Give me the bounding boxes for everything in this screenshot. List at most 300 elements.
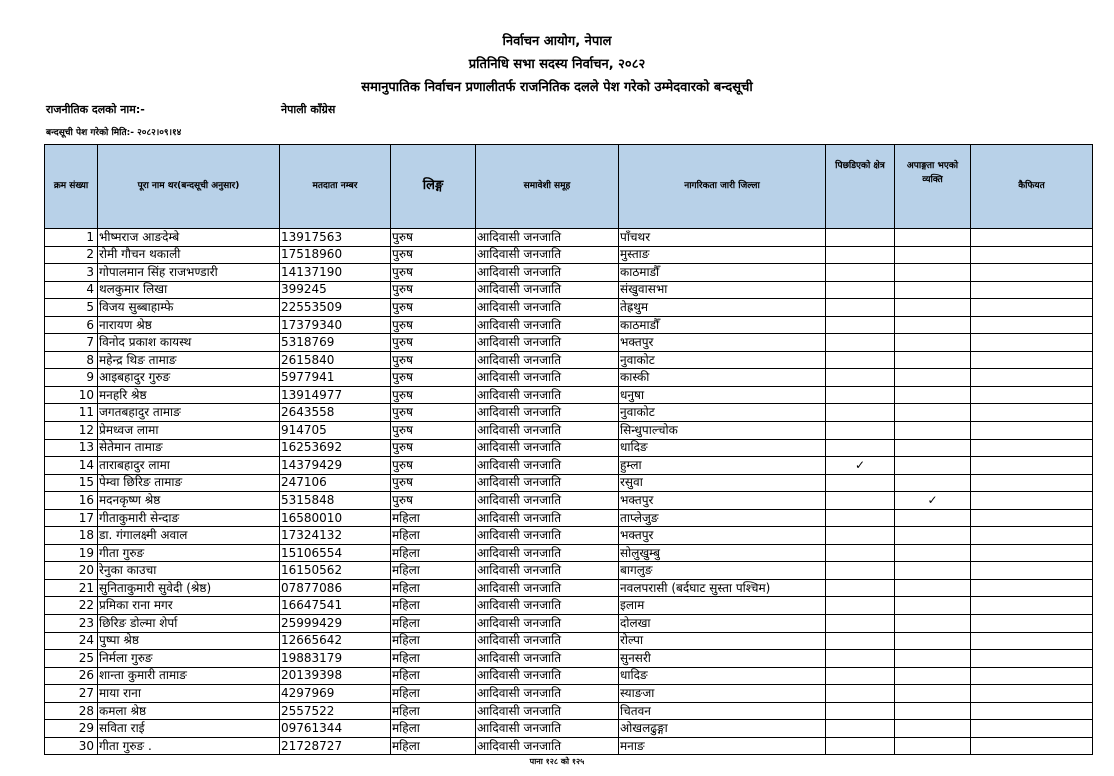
inclusive-group-cell: आदिवासी जनजाति bbox=[476, 351, 619, 369]
header-gender: लिङ्ग bbox=[391, 145, 476, 229]
gender-cell: पुरुष bbox=[391, 316, 476, 334]
backward-area-cell bbox=[826, 422, 895, 440]
disabled-cell bbox=[895, 457, 971, 475]
backward-area-cell bbox=[826, 509, 895, 527]
gender-cell: पुरुष bbox=[391, 246, 476, 264]
gender-cell: पुरुष bbox=[391, 281, 476, 299]
district-cell: भक्तपुर bbox=[619, 334, 826, 352]
inclusive-group-cell: आदिवासी जनजाति bbox=[476, 702, 619, 720]
backward-area-cell bbox=[826, 544, 895, 562]
inclusive-group-cell: आदिवासी जनजाति bbox=[476, 737, 619, 755]
name-cell: छिरिङ डोल्मा शेर्पा bbox=[98, 615, 280, 633]
gender-cell: महिला bbox=[391, 544, 476, 562]
gender-cell: पुरुष bbox=[391, 351, 476, 369]
voter-number-cell: 13914977 bbox=[280, 386, 391, 404]
voter-number-cell: 14137190 bbox=[280, 264, 391, 282]
table-header-row bbox=[45, 145, 1093, 229]
remarks-cell bbox=[971, 650, 1093, 668]
voter-number-cell: 5977941 bbox=[280, 369, 391, 387]
voter-number-cell: 247106 bbox=[280, 474, 391, 492]
gender-cell: पुरुष bbox=[391, 229, 476, 247]
table-row bbox=[45, 527, 1093, 545]
table-row bbox=[45, 685, 1093, 703]
remarks-cell bbox=[971, 597, 1093, 615]
table-row bbox=[45, 386, 1093, 404]
table-row bbox=[45, 615, 1093, 633]
name-cell: शान्ता कुमारी तामाङ bbox=[98, 667, 280, 685]
gender-cell: महिला bbox=[391, 579, 476, 597]
disabled-cell bbox=[895, 422, 971, 440]
name-cell: नारायण श्रेष्ठ bbox=[98, 316, 280, 334]
remarks-cell bbox=[971, 422, 1093, 440]
disabled-cell bbox=[895, 316, 971, 334]
inclusive-group-cell: आदिवासी जनजाति bbox=[476, 527, 619, 545]
candidate-table bbox=[44, 144, 1093, 755]
serial-cell: 9 bbox=[45, 369, 98, 387]
disabled-cell bbox=[895, 281, 971, 299]
inclusive-group-cell: आदिवासी जनजाति bbox=[476, 650, 619, 668]
name-cell: जगतबहादुर तामाङ bbox=[98, 404, 280, 422]
table-row bbox=[45, 281, 1093, 299]
gender-cell: पुरुष bbox=[391, 299, 476, 317]
inclusive-group-cell: आदिवासी जनजाति bbox=[476, 632, 619, 650]
voter-number-cell: 20139398 bbox=[280, 667, 391, 685]
name-cell: डा. गंगालक्ष्मी अवाल bbox=[98, 527, 280, 545]
table-row bbox=[45, 351, 1093, 369]
district-cell: नुवाकोट bbox=[619, 351, 826, 369]
gender-cell: महिला bbox=[391, 667, 476, 685]
gender-cell: महिला bbox=[391, 702, 476, 720]
remarks-cell bbox=[971, 527, 1093, 545]
remarks-cell bbox=[971, 404, 1093, 422]
header-citizenship-district: नागरिकता जारी जिल्ला bbox=[619, 145, 826, 229]
table-row bbox=[45, 334, 1093, 352]
gender-cell: महिला bbox=[391, 509, 476, 527]
backward-area-cell bbox=[826, 562, 895, 580]
table-row bbox=[45, 737, 1093, 755]
name-cell: आइबहादुर गुरुङ bbox=[98, 369, 280, 387]
header-disabled-person: अपाङ्गता भएको व्यक्ति bbox=[895, 145, 971, 229]
gender-cell: पुरुष bbox=[391, 264, 476, 282]
gender-cell: महिला bbox=[391, 650, 476, 668]
gender-cell: पुरुष bbox=[391, 369, 476, 387]
district-cell: दोलखा bbox=[619, 615, 826, 633]
header-voter-number: मतदाता नम्बर bbox=[280, 145, 391, 229]
voter-number-cell: 4297969 bbox=[280, 685, 391, 703]
inclusive-group-cell: आदिवासी जनजाति bbox=[476, 474, 619, 492]
serial-cell: 1 bbox=[45, 229, 98, 247]
serial-cell: 23 bbox=[45, 615, 98, 633]
remarks-cell bbox=[971, 702, 1093, 720]
disabled-cell bbox=[895, 544, 971, 562]
name-cell: सविता राई bbox=[98, 720, 280, 738]
gender-cell: पुरुष bbox=[391, 439, 476, 457]
name-cell: महेन्द्र थिङ तामाङ bbox=[98, 351, 280, 369]
disabled-cell bbox=[895, 246, 971, 264]
backward-area-cell bbox=[826, 579, 895, 597]
name-cell: मनहरि श्रेष्ठ bbox=[98, 386, 280, 404]
serial-cell: 2 bbox=[45, 246, 98, 264]
gender-cell: पुरुष bbox=[391, 334, 476, 352]
district-cell: मुस्ताङ bbox=[619, 246, 826, 264]
disabled-cell bbox=[895, 404, 971, 422]
voter-number-cell: 16647541 bbox=[280, 597, 391, 615]
inclusive-group-cell: आदिवासी जनजाति bbox=[476, 386, 619, 404]
disabled-cell bbox=[895, 439, 971, 457]
district-cell: तेह्रथुम bbox=[619, 299, 826, 317]
district-cell: रसुवा bbox=[619, 474, 826, 492]
disabled-cell bbox=[895, 667, 971, 685]
serial-cell: 3 bbox=[45, 264, 98, 282]
backward-area-cell bbox=[826, 246, 895, 264]
serial-cell: 21 bbox=[45, 579, 98, 597]
document-title: निर्वाचन आयोग, नेपाल bbox=[502, 34, 612, 49]
remarks-cell bbox=[971, 369, 1093, 387]
backward-area-cell bbox=[826, 316, 895, 334]
remarks-cell bbox=[971, 474, 1093, 492]
remarks-cell bbox=[971, 667, 1093, 685]
inclusive-group-cell: आदिवासी जनजाति bbox=[476, 281, 619, 299]
backward-area-cell bbox=[826, 615, 895, 633]
remarks-cell bbox=[971, 509, 1093, 527]
district-cell: काठमाडौँ bbox=[619, 316, 826, 334]
district-cell: संखुवासभा bbox=[619, 281, 826, 299]
backward-area-cell bbox=[826, 264, 895, 282]
serial-cell: 14 bbox=[45, 457, 98, 475]
serial-cell: 19 bbox=[45, 544, 98, 562]
disabled-cell bbox=[895, 474, 971, 492]
name-cell: गीताकुमारी सेन्दाङ bbox=[98, 509, 280, 527]
name-cell: सुनिताकुमारी सुवेदी (श्रेष्ठ) bbox=[98, 579, 280, 597]
name-cell: प्रमिका राना मगर bbox=[98, 597, 280, 615]
backward-area-cell bbox=[826, 281, 895, 299]
inclusive-group-cell: आदिवासी जनजाति bbox=[476, 334, 619, 352]
gender-cell: पुरुष bbox=[391, 457, 476, 475]
disabled-cell bbox=[895, 632, 971, 650]
voter-number-cell: 16253692 bbox=[280, 439, 391, 457]
serial-cell: 29 bbox=[45, 720, 98, 738]
remarks-cell bbox=[971, 685, 1093, 703]
disabled-cell bbox=[895, 509, 971, 527]
district-cell: हुम्ला bbox=[619, 457, 826, 475]
gender-cell: महिला bbox=[391, 632, 476, 650]
name-cell: ताराबहादुर लामा bbox=[98, 457, 280, 475]
gender-cell: महिला bbox=[391, 720, 476, 738]
disabled-cell bbox=[895, 615, 971, 633]
serial-cell: 13 bbox=[45, 439, 98, 457]
inclusive-group-cell: आदिवासी जनजाति bbox=[476, 299, 619, 317]
gender-cell: पुरुष bbox=[391, 386, 476, 404]
name-cell: निर्मला गुरुङ bbox=[98, 650, 280, 668]
disabled-cell bbox=[895, 351, 971, 369]
gender-cell: महिला bbox=[391, 685, 476, 703]
table-row bbox=[45, 246, 1093, 264]
remarks-cell bbox=[971, 737, 1093, 755]
serial-cell: 24 bbox=[45, 632, 98, 650]
disabled-cell bbox=[895, 650, 971, 668]
inclusive-group-cell: आदिवासी जनजाति bbox=[476, 492, 619, 510]
disabled-cell bbox=[895, 720, 971, 738]
district-cell: धादिङ bbox=[619, 439, 826, 457]
inclusive-group-cell: आदिवासी जनजाति bbox=[476, 597, 619, 615]
voter-number-cell: 2643558 bbox=[280, 404, 391, 422]
table-row bbox=[45, 264, 1093, 282]
inclusive-group-cell: आदिवासी जनजाति bbox=[476, 562, 619, 580]
inclusive-group-cell: आदिवासी जनजाति bbox=[476, 264, 619, 282]
gender-cell: पुरुष bbox=[391, 492, 476, 510]
name-cell: माया राना bbox=[98, 685, 280, 703]
name-cell: गीता गुरुङ . bbox=[98, 737, 280, 755]
district-cell: ताप्लेजुङ bbox=[619, 509, 826, 527]
backward-area-cell bbox=[826, 369, 895, 387]
remarks-cell bbox=[971, 632, 1093, 650]
disabled-cell bbox=[895, 562, 971, 580]
voter-number-cell: 14379429 bbox=[280, 457, 391, 475]
serial-cell: 15 bbox=[45, 474, 98, 492]
list-title: समानुपातिक निर्वाचन प्रणालीतर्फ राजनितिक दलले पेश गरेको उम्मेदवारको बन्दसूची bbox=[361, 80, 753, 95]
voter-number-cell: 25999429 bbox=[280, 615, 391, 633]
page-number: पाना १२८ को १२५ bbox=[529, 757, 585, 766]
name-cell: पुष्पा श्रेष्ठ bbox=[98, 632, 280, 650]
voter-number-cell: 399245 bbox=[280, 281, 391, 299]
table-row bbox=[45, 579, 1093, 597]
district-cell: धादिङ bbox=[619, 667, 826, 685]
header-inclusive-group: समावेशी समूह bbox=[476, 145, 619, 229]
header-name: पूरा नाम थर(बन्दसूची अनुसार) bbox=[98, 145, 280, 229]
party-label: राजनीतिक दलको नाम:- bbox=[46, 103, 145, 116]
inclusive-group-cell: आदिवासी जनजाति bbox=[476, 404, 619, 422]
remarks-cell bbox=[971, 316, 1093, 334]
table-row bbox=[45, 632, 1093, 650]
name-cell: विजय सुब्बाहाम्फे bbox=[98, 299, 280, 317]
inclusive-group-cell: आदिवासी जनजाति bbox=[476, 457, 619, 475]
remarks-cell bbox=[971, 281, 1093, 299]
serial-cell: 17 bbox=[45, 509, 98, 527]
party-name: नेपाली काँग्रेस bbox=[281, 103, 336, 116]
serial-cell: 30 bbox=[45, 737, 98, 755]
table-row bbox=[45, 702, 1093, 720]
disabled-cell bbox=[895, 685, 971, 703]
serial-cell: 7 bbox=[45, 334, 98, 352]
disabled-cell: ✓ bbox=[895, 492, 971, 510]
backward-area-cell bbox=[826, 299, 895, 317]
inclusive-group-cell: आदिवासी जनजाति bbox=[476, 615, 619, 633]
district-cell: स्याङजा bbox=[619, 685, 826, 703]
table-row bbox=[45, 509, 1093, 527]
district-cell: भक्तपुर bbox=[619, 527, 826, 545]
serial-cell: 11 bbox=[45, 404, 98, 422]
inclusive-group-cell: आदिवासी जनजाति bbox=[476, 509, 619, 527]
submission-date: बन्दसूची पेश गरेको मिति:- २०८२।०९।१४ bbox=[46, 128, 182, 138]
voter-number-cell: 2615840 bbox=[280, 351, 391, 369]
remarks-cell bbox=[971, 562, 1093, 580]
header-serial: क्रम संख्या bbox=[45, 145, 98, 229]
table-row bbox=[45, 492, 1093, 510]
remarks-cell bbox=[971, 334, 1093, 352]
gender-cell: पुरुष bbox=[391, 404, 476, 422]
table-row bbox=[45, 457, 1093, 475]
backward-area-cell bbox=[826, 492, 895, 510]
inclusive-group-cell: आदिवासी जनजाति bbox=[476, 246, 619, 264]
disabled-cell bbox=[895, 229, 971, 247]
voter-number-cell: 13917563 bbox=[280, 229, 391, 247]
voter-number-cell: 19883179 bbox=[280, 650, 391, 668]
remarks-cell bbox=[971, 720, 1093, 738]
serial-cell: 28 bbox=[45, 702, 98, 720]
serial-cell: 27 bbox=[45, 685, 98, 703]
table-row bbox=[45, 229, 1093, 247]
name-cell: मदनकृष्ण श्रेष्ठ bbox=[98, 492, 280, 510]
name-cell: प्रेमध्वज लामा bbox=[98, 422, 280, 440]
remarks-cell bbox=[971, 457, 1093, 475]
voter-number-cell: 17518960 bbox=[280, 246, 391, 264]
disabled-cell bbox=[895, 369, 971, 387]
backward-area-cell bbox=[826, 702, 895, 720]
remarks-cell bbox=[971, 386, 1093, 404]
name-cell: भीष्मराज आङदेम्बे bbox=[98, 229, 280, 247]
district-cell: नुवाकोट bbox=[619, 404, 826, 422]
remarks-cell bbox=[971, 246, 1093, 264]
backward-area-cell bbox=[826, 334, 895, 352]
backward-area-cell bbox=[826, 685, 895, 703]
gender-cell: महिला bbox=[391, 597, 476, 615]
remarks-cell bbox=[971, 439, 1093, 457]
backward-area-cell bbox=[826, 737, 895, 755]
backward-area-cell bbox=[826, 650, 895, 668]
voter-number-cell: 22553509 bbox=[280, 299, 391, 317]
voter-number-cell: 12665642 bbox=[280, 632, 391, 650]
backward-area-cell bbox=[826, 439, 895, 457]
backward-area-cell bbox=[826, 386, 895, 404]
inclusive-group-cell: आदिवासी जनजाति bbox=[476, 439, 619, 457]
voter-number-cell: 17379340 bbox=[280, 316, 391, 334]
voter-number-cell: 09761344 bbox=[280, 720, 391, 738]
serial-cell: 22 bbox=[45, 597, 98, 615]
remarks-cell bbox=[971, 299, 1093, 317]
district-cell: इलाम bbox=[619, 597, 826, 615]
name-cell: गीता गुरुङ bbox=[98, 544, 280, 562]
table-row bbox=[45, 562, 1093, 580]
remarks-cell bbox=[971, 579, 1093, 597]
backward-area-cell bbox=[826, 527, 895, 545]
serial-cell: 8 bbox=[45, 351, 98, 369]
voter-number-cell: 15106554 bbox=[280, 544, 391, 562]
backward-area-cell bbox=[826, 720, 895, 738]
serial-cell: 26 bbox=[45, 667, 98, 685]
disabled-cell bbox=[895, 597, 971, 615]
serial-cell: 18 bbox=[45, 527, 98, 545]
remarks-cell bbox=[971, 544, 1093, 562]
disabled-cell bbox=[895, 334, 971, 352]
table-row bbox=[45, 650, 1093, 668]
remarks-cell bbox=[971, 492, 1093, 510]
table-row bbox=[45, 597, 1093, 615]
district-cell: सिन्धुपाल्चोक bbox=[619, 422, 826, 440]
gender-cell: महिला bbox=[391, 615, 476, 633]
district-cell: सुनसरी bbox=[619, 650, 826, 668]
header-remarks: कैफियत bbox=[971, 145, 1093, 229]
name-cell: रेनुका काउचा bbox=[98, 562, 280, 580]
inclusive-group-cell: आदिवासी जनजाति bbox=[476, 685, 619, 703]
serial-cell: 25 bbox=[45, 650, 98, 668]
name-cell: गोपालमान सिंह राजभण्डारी bbox=[98, 264, 280, 282]
backward-area-cell bbox=[826, 229, 895, 247]
remarks-cell bbox=[971, 229, 1093, 247]
disabled-cell bbox=[895, 299, 971, 317]
backward-area-cell bbox=[826, 597, 895, 615]
table-row bbox=[45, 316, 1093, 334]
disabled-cell bbox=[895, 386, 971, 404]
district-cell: धनुषा bbox=[619, 386, 826, 404]
gender-cell: महिला bbox=[391, 527, 476, 545]
serial-cell: 20 bbox=[45, 562, 98, 580]
name-cell: पेम्वा छिरिङ तामाङ bbox=[98, 474, 280, 492]
remarks-cell bbox=[971, 351, 1093, 369]
gender-cell: पुरुष bbox=[391, 474, 476, 492]
disabled-cell bbox=[895, 527, 971, 545]
disabled-cell bbox=[895, 579, 971, 597]
backward-area-cell bbox=[826, 474, 895, 492]
gender-cell: महिला bbox=[391, 562, 476, 580]
disabled-cell bbox=[895, 264, 971, 282]
table-row bbox=[45, 667, 1093, 685]
inclusive-group-cell: आदिवासी जनजाति bbox=[476, 369, 619, 387]
gender-cell: महिला bbox=[391, 737, 476, 755]
district-cell: मनाङ bbox=[619, 737, 826, 755]
disabled-cell bbox=[895, 737, 971, 755]
inclusive-group-cell: आदिवासी जनजाति bbox=[476, 720, 619, 738]
voter-number-cell: 16580010 bbox=[280, 509, 391, 527]
gender-cell: पुरुष bbox=[391, 422, 476, 440]
voter-number-cell: 5318769 bbox=[280, 334, 391, 352]
name-cell: थलकुमार लिखा bbox=[98, 281, 280, 299]
remarks-cell bbox=[971, 615, 1093, 633]
inclusive-group-cell: आदिवासी जनजाति bbox=[476, 579, 619, 597]
name-cell: कमला श्रेष्ठ bbox=[98, 702, 280, 720]
name-cell: विनोद प्रकाश कायस्थ bbox=[98, 334, 280, 352]
voter-number-cell: 5315848 bbox=[280, 492, 391, 510]
voter-number-cell: 914705 bbox=[280, 422, 391, 440]
serial-cell: 6 bbox=[45, 316, 98, 334]
voter-number-cell: 07877086 bbox=[280, 579, 391, 597]
voter-number-cell: 21728727 bbox=[280, 737, 391, 755]
district-cell: पाँचथर bbox=[619, 229, 826, 247]
inclusive-group-cell: आदिवासी जनजाति bbox=[476, 229, 619, 247]
table-row bbox=[45, 544, 1093, 562]
serial-cell: 12 bbox=[45, 422, 98, 440]
backward-area-cell: ✓ bbox=[826, 457, 895, 475]
inclusive-group-cell: आदिवासी जनजाति bbox=[476, 422, 619, 440]
inclusive-group-cell: आदिवासी जनजाति bbox=[476, 316, 619, 334]
voter-number-cell: 16150562 bbox=[280, 562, 391, 580]
table-row bbox=[45, 439, 1093, 457]
district-cell: ओखलढुङ्गा bbox=[619, 720, 826, 738]
voter-number-cell: 17324132 bbox=[280, 527, 391, 545]
district-cell: सोलुखुम्बु bbox=[619, 544, 826, 562]
inclusive-group-cell: आदिवासी जनजाति bbox=[476, 667, 619, 685]
backward-area-cell bbox=[826, 404, 895, 422]
table-row bbox=[45, 369, 1093, 387]
serial-cell: 10 bbox=[45, 386, 98, 404]
district-cell: नवलपरासी (बर्दघाट सुस्ता पश्चिम) bbox=[619, 579, 826, 597]
name-cell: रोमी गौचन थकाली bbox=[98, 246, 280, 264]
serial-cell: 16 bbox=[45, 492, 98, 510]
serial-cell: 5 bbox=[45, 299, 98, 317]
district-cell: चितवन bbox=[619, 702, 826, 720]
district-cell: बागलुङ bbox=[619, 562, 826, 580]
voter-number-cell: 2557522 bbox=[280, 702, 391, 720]
remarks-cell bbox=[971, 264, 1093, 282]
